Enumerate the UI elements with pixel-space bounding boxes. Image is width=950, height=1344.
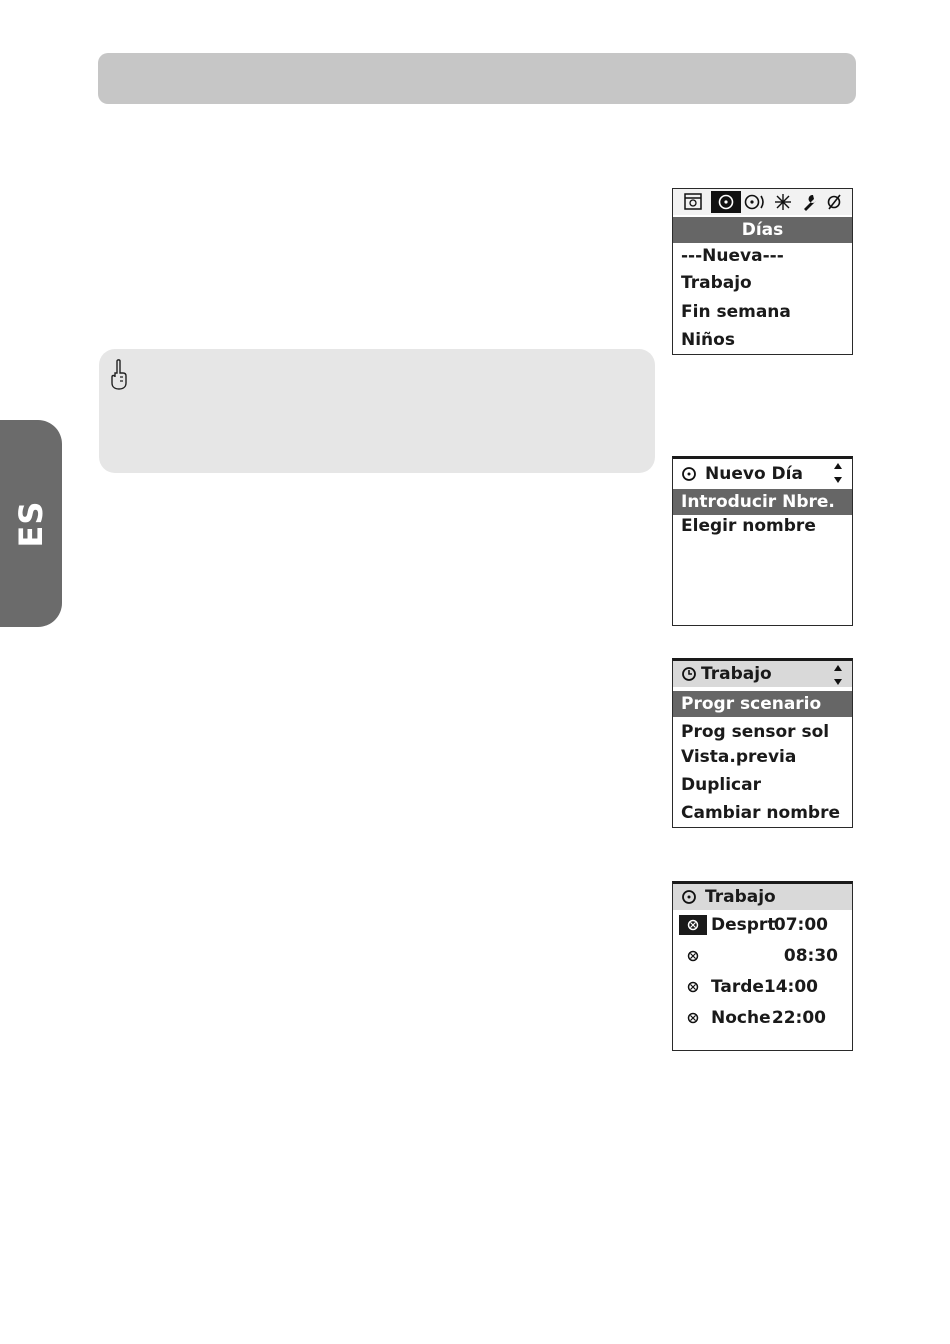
days-title: Días	[673, 217, 852, 243]
work-menu-item-rename[interactable]: Cambiar nombre	[681, 803, 841, 823]
clock-icon[interactable]	[711, 191, 741, 213]
scroll-arrows-icon[interactable]	[832, 462, 844, 484]
sun-icon[interactable]	[775, 194, 791, 210]
work-menu-item-duplicate[interactable]: Duplicar	[681, 775, 761, 795]
schedule-row[interactable]	[673, 942, 852, 970]
schedule-time: 08:30	[783, 946, 838, 966]
clock-icon	[679, 946, 707, 966]
days-item-kids[interactable]: Niños	[681, 330, 735, 350]
work-menu-screen	[672, 658, 853, 828]
schedule-label: Tarde	[711, 977, 764, 997]
new-day-title: Nuevo Día	[705, 464, 803, 484]
calendar-icon	[685, 194, 701, 209]
days-item-new[interactable]: ---Nueva---	[681, 246, 784, 266]
days-item-work[interactable]: Trabajo	[681, 273, 752, 293]
work-menu-title: Trabajo	[701, 664, 772, 684]
clock-icon	[679, 1008, 707, 1028]
schedule-row[interactable]	[673, 973, 852, 1001]
schedule-label: Desprt	[711, 915, 776, 935]
new-day-item-choose-name[interactable]: Elegir nombre	[681, 516, 816, 536]
work-schedule-title: Trabajo	[705, 887, 776, 907]
clock-icon	[681, 666, 697, 682]
schedule-time: 07:00	[773, 915, 828, 935]
new-day-screen	[672, 456, 853, 626]
days-item-weekend[interactable]: Fin semana	[681, 302, 791, 322]
no-entry-icon[interactable]	[829, 195, 841, 209]
work-schedule-header	[673, 884, 852, 910]
schedule-time: 14:00	[763, 977, 818, 997]
language-tab	[0, 420, 62, 627]
clock-icon	[681, 466, 697, 482]
new-day-header	[673, 461, 852, 487]
note-box	[99, 349, 655, 473]
work-menu-header	[673, 661, 852, 687]
wrench-icon[interactable]	[804, 195, 816, 211]
new-day-item-enter-name[interactable]: Introducir Nbre.	[673, 489, 852, 515]
language-label: ES	[12, 500, 50, 547]
schedule-label: Noche	[711, 1008, 771, 1028]
header-bar	[98, 53, 856, 104]
schedule-row[interactable]	[673, 911, 852, 939]
work-schedule-screen	[672, 881, 853, 1051]
scroll-arrows-icon[interactable]	[832, 664, 844, 686]
pointing-hand-icon	[107, 359, 131, 391]
work-menu-item-preview[interactable]: Vista.previa	[681, 747, 797, 767]
work-menu-item-sun-sensor[interactable]: Prog sensor sol	[681, 722, 830, 742]
toolbar-icons	[679, 191, 849, 213]
clock-arrow-icon[interactable]	[746, 196, 764, 209]
schedule-row[interactable]	[673, 1004, 852, 1032]
icon-toolbar	[673, 189, 852, 215]
clock-icon	[681, 889, 697, 905]
clock-icon	[679, 977, 707, 997]
days-screen	[672, 188, 853, 355]
schedule-time: 22:00	[771, 1008, 826, 1028]
work-menu-item-scenario[interactable]: Progr scenario	[673, 691, 852, 717]
clock-icon	[679, 915, 707, 935]
